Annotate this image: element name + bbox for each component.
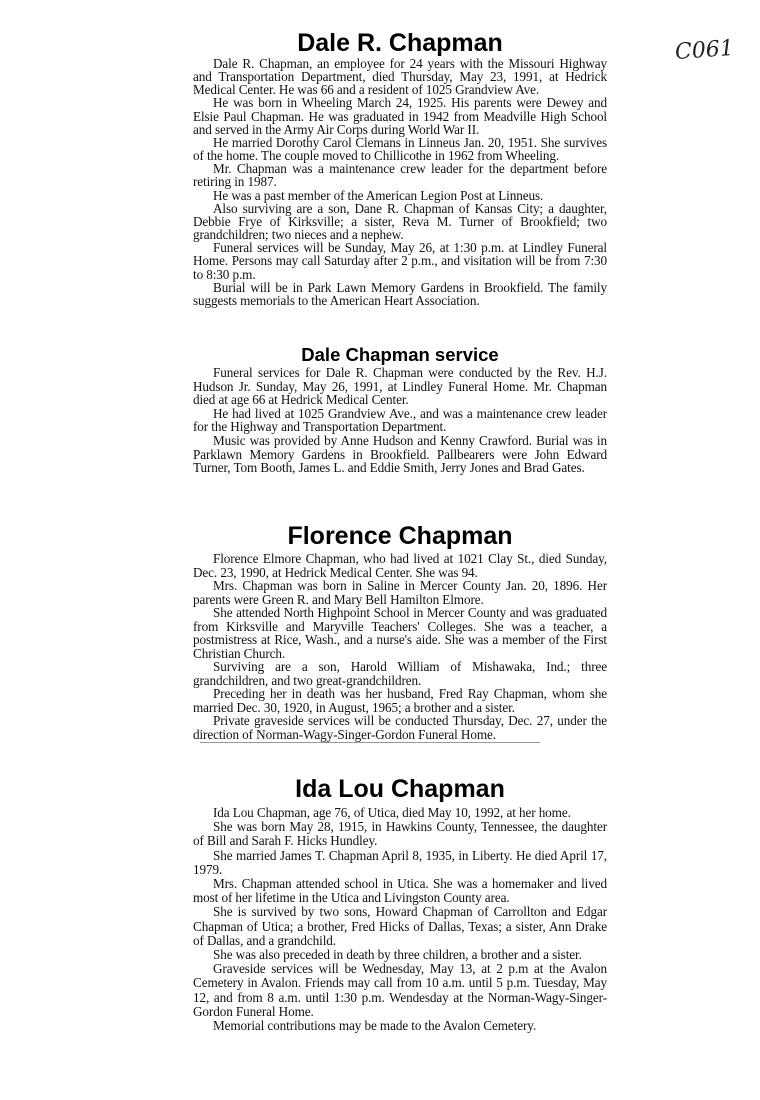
paragraph: He had lived at 1025 Grandview Ave., and was a maintenance crew leader for the Highway and Transportation Department. — [193, 405, 607, 435]
paragraph: Funeral services will be Sunday, May 26, at 1:30 p.m. at Lindley Funeral Home. Persons may call Saturday after 2 p.m., and visitation will be from 7:30 to 8:30 p.m. — [193, 240, 607, 282]
paragraph: Mr. Chapman was a maintenance crew leader for the department before retiring in 1987. — [193, 161, 607, 190]
handwritten-archive-code: C061 — [674, 35, 735, 66]
paragraph: Music was provided by Anne Hudson and Kenny Crawford. Burial was in Parklawn Memory Gardens in Brookfield. Pallbearers were John Edward Turner, Tom Booth, James L. and Eddie Smith, Jerry Jones and Brad Gates. — [193, 432, 607, 476]
paragraph: He was a past member of the American Legion Post at Linneus. — [213, 187, 544, 203]
paragraph: She is survived by two sons, Howard Chapman of Carrollton and Edgar Chapman of Utica; a brother, Fred Hicks of Dallas, Texas; a sister, Ann Drake of Dallas, and a grandchild. — [193, 904, 607, 948]
article-title: Florence Chapman — [287, 522, 513, 550]
paragraph: Graveside services will be Wednesday, May 13, at 2 p.m at the Avalon Cemetery in Avalon. Friends may call from 10 a.m. until 5 p.m. Tuesday, May 12, and from 8 a.m. until 1:30 p.m. Wendesday at the Norman-Wagy-Singer-Gordon Funeral Home. — [193, 961, 607, 1019]
article-title: Ida Lou Chapman — [295, 775, 505, 803]
paragraph: He married Dorothy Carol Clemans in Linneus Jan. 20, 1951. She survives of the home. The couple moved to Chillicothe in 1962 from Wheeling. — [193, 134, 607, 164]
paragraph: Burial will be in Park Lawn Memory Gardens in Brookfield. The family suggests memorials to the American Heart Association. — [193, 279, 607, 308]
paragraph: Mrs. Chapman was born in Saline in Mercer County Jan. 20, 1896. Her parents were Green R. and Mary Bell Hamilton Elmore. — [193, 578, 607, 607]
article-dale-chapman-service — [193, 344, 607, 475]
obituary-florence-chapman — [193, 522, 607, 741]
paragraph: She was also preceded in death by three children, a brother and a sister. — [213, 947, 582, 963]
paragraph: Surviving are a son, Harold William of Mishawaka, Ind.; three grandchildren, and two great-grandchildren. — [193, 659, 607, 688]
obituary-ida-lou-chapman — [193, 775, 607, 1033]
paragraph: She was born May 28, 1915, in Hawkins County, Tennessee, the daughter of Bill and Sarah F. Hicks Hundley. — [193, 819, 607, 849]
scan-underline — [200, 742, 540, 743]
paragraph: Memorial contributions may be made to the Avalon Cemetery. — [213, 1018, 537, 1034]
paragraph: Preceding her in death was her husband, Fred Ray Chapman, whom she married Dec. 30, 1920, in August, 1965; a brother and a sister. — [193, 686, 607, 715]
paragraph: She attended North Highpoint School in Mercer County and was graduated from Kirksville and Maryville Teachers' Colleges. She was a teacher, a postmistress at Rice, Wash., and a nurse's aide. She was a member of the First Christian Church. — [193, 605, 607, 661]
paragraph: Ida Lou Chapman, age 76, of Utica, died May 10, 1992, at her home. — [213, 805, 571, 820]
paragraph: Funeral services for Dale R. Chapman were conducted by the Rev. H.J. Hudson Jr. Sunday, May 26, 1991, at Lindley Funeral Home. Mr. Chapman died at age 66 at Hedrick Medical Center. — [193, 365, 607, 408]
paragraph: She married James T. Chapman April 8, 1935, in Liberty. He died April 17, 1979. — [193, 847, 607, 877]
paragraph: Florence Elmore Chapman, who had lived at 1021 Clay St., died Sunday, Dec. 23, 1990, at Hedrick Medical Center. She was 94. — [193, 551, 607, 580]
paragraph: He was born in Wheeling March 24, 1925. His parents were Dewey and Elsie Paul Chapman. He was graduated in 1942 from Meadville High School and served in the Army Air Corps during World War II. — [193, 95, 607, 137]
paragraph: Dale R. Chapman, an employee for 24 years with the Missouri Highway and Transportation Department, died Thursday, May 23, 1991, at Hedrick Medical Center. He was 66 and a resident of 1025 Grandview Ave. — [193, 56, 607, 98]
paragraph: Private graveside services will be conducted Thursday, Dec. 27, under the direction of Norman-Wagy-Singer-Gordon Funeral Home. — [193, 713, 607, 742]
obituary-dale-r-chapman — [193, 29, 607, 307]
paragraph: Also surviving are a son, Dane R. Chapman of Kansas City; a daughter, Debbie Frye of Kirksville; a sister, Reva M. Turner of Brookfield; two grandchildren; two nieces and a nephew. — [193, 200, 607, 243]
article-title: Dale R. Chapman — [297, 29, 503, 57]
paragraph: Mrs. Chapman attended school in Utica. She was a homemaker and lived most of her lifetime in the Utica and Livingston County area. — [193, 876, 607, 906]
article-title: Dale Chapman service — [301, 344, 499, 365]
